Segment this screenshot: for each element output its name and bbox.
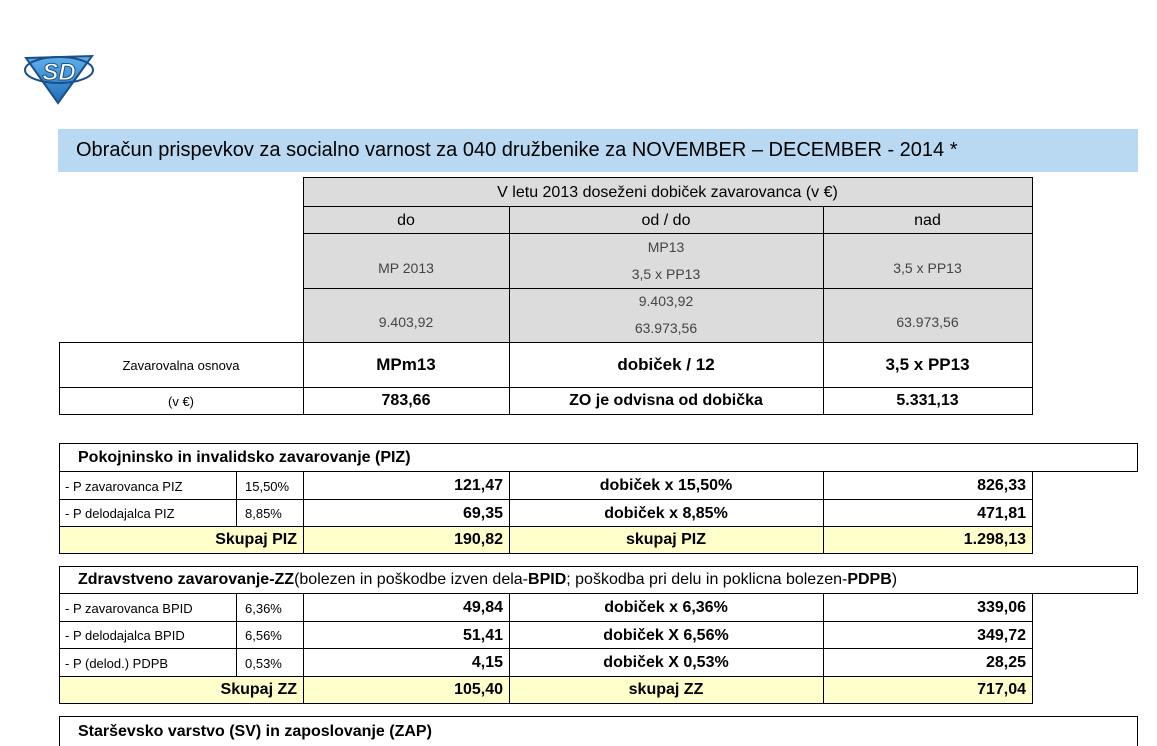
zz-row2-rate: 6,56% — [245, 628, 282, 643]
col-header-do: do — [303, 207, 509, 234]
top-table-header — [303, 178, 1032, 207]
zz-row3-max: 28,25 — [985, 654, 1026, 671]
zo-label: Zavarovalna osnova — [122, 357, 240, 373]
row2-col1: 9.403,92 — [303, 288, 509, 342]
zz-row2-max: 349,72 — [977, 626, 1026, 644]
zo-row2-col1: 783,66 — [381, 392, 431, 409]
zz-heading: Zdravstveno zavarovanje-ZZ (bolezen in poškodbe izven dela- BPID ; poškodba pri delu in poklicna bolezen- PDPB ) — [59, 566, 1138, 594]
row1-col3: 3,5 x PP13 — [823, 234, 1032, 288]
zo-row1-col3: 3,5 x PP13 — [885, 355, 970, 374]
piz-row1-formula: dobiček x 15,50% — [599, 477, 733, 494]
piz-row2-formula: dobiček x 8,85% — [604, 504, 728, 522]
zz-row1-label: - P zavarovanca BPID — [65, 600, 193, 616]
zz-row3-amount: 4,15 — [471, 654, 503, 671]
piz-row2-label: - P delodajalca PIZ — [65, 506, 175, 521]
piz-row2-amount: 69,35 — [462, 504, 503, 522]
zz-row3-label: - P (delod.) PDPB — [65, 655, 169, 671]
zo-unit: (v €) — [168, 393, 194, 409]
zz-row2-formula: dobiček X 6,56% — [603, 626, 729, 644]
zo-row2-col2: ZO je odvisna od dobička — [569, 392, 763, 409]
svg-text:SD: SD — [42, 59, 76, 86]
page-title: Obračun prispevkov za socialno varnost za 040 družbenike za NOVEMBER – DECEMBER - 2014 * — [58, 129, 1138, 172]
zz-total-amount: 105,40 — [303, 677, 509, 703]
zz-row2-amount: 51,41 — [462, 626, 503, 644]
piz-row1-amount: 121,47 — [454, 477, 503, 494]
zz-row3-rate: 0,53% — [245, 655, 282, 671]
zz-row3-formula: dobiček X 0,53% — [603, 654, 729, 671]
piz-total-formula: skupaj PIZ — [509, 527, 823, 553]
zz-row2-label: - P delodajalca BPID — [65, 628, 185, 643]
row1-col1: MP 2013 — [303, 234, 509, 288]
zz-row1-amount: 49,84 — [462, 599, 503, 616]
zz-row1-rate: 6,36% — [245, 600, 282, 616]
shield-logo-icon — [22, 48, 96, 106]
piz-row1-label: - P zavarovanca PIZ — [65, 478, 183, 494]
col-header-od-do: od / do — [509, 207, 823, 234]
piz-total-label: Skupaj PIZ — [59, 527, 303, 553]
col-header-nad: nad — [823, 207, 1032, 234]
zz-total-max: 717,04 — [823, 677, 1032, 703]
row2-col2: 9.403,92 63.973,56 — [509, 288, 823, 342]
top-table-header-text: V letu 2013 doseženi dobiček zavarovanca (v €) — [497, 183, 838, 201]
sv-heading: Starševsko varstvo (SV) in zaposlovanje (ZAP) — [59, 716, 1138, 746]
zo-row1-col2: dobiček / 12 — [617, 355, 715, 374]
piz-heading: Pokojninsko in invalidsko zavarovanje (PIZ) — [59, 443, 1138, 472]
piz-row2-rate: 8,85% — [245, 506, 282, 521]
piz-row1-rate: 15,50% — [245, 478, 290, 494]
piz-total-amount: 190,82 — [303, 527, 509, 553]
piz-total-max: 1.298,13 — [823, 527, 1032, 553]
company-logo — [22, 48, 96, 106]
zo-row2-col3: 5.331,13 — [896, 392, 959, 409]
zz-row1-formula: dobiček x 6,36% — [604, 599, 728, 616]
zz-row1-max: 339,06 — [977, 599, 1026, 616]
piz-row1-max: 826,33 — [977, 477, 1026, 494]
row2-col3: 63.973,56 — [823, 288, 1032, 342]
zz-total-formula: skupaj ZZ — [509, 677, 823, 703]
row1-col2: MP13 3,5 x PP13 — [509, 234, 823, 288]
zz-total-label: Skupaj ZZ — [59, 677, 303, 703]
zo-row1-col1: MPm13 — [376, 355, 436, 374]
piz-row2-max: 471,81 — [977, 504, 1026, 522]
